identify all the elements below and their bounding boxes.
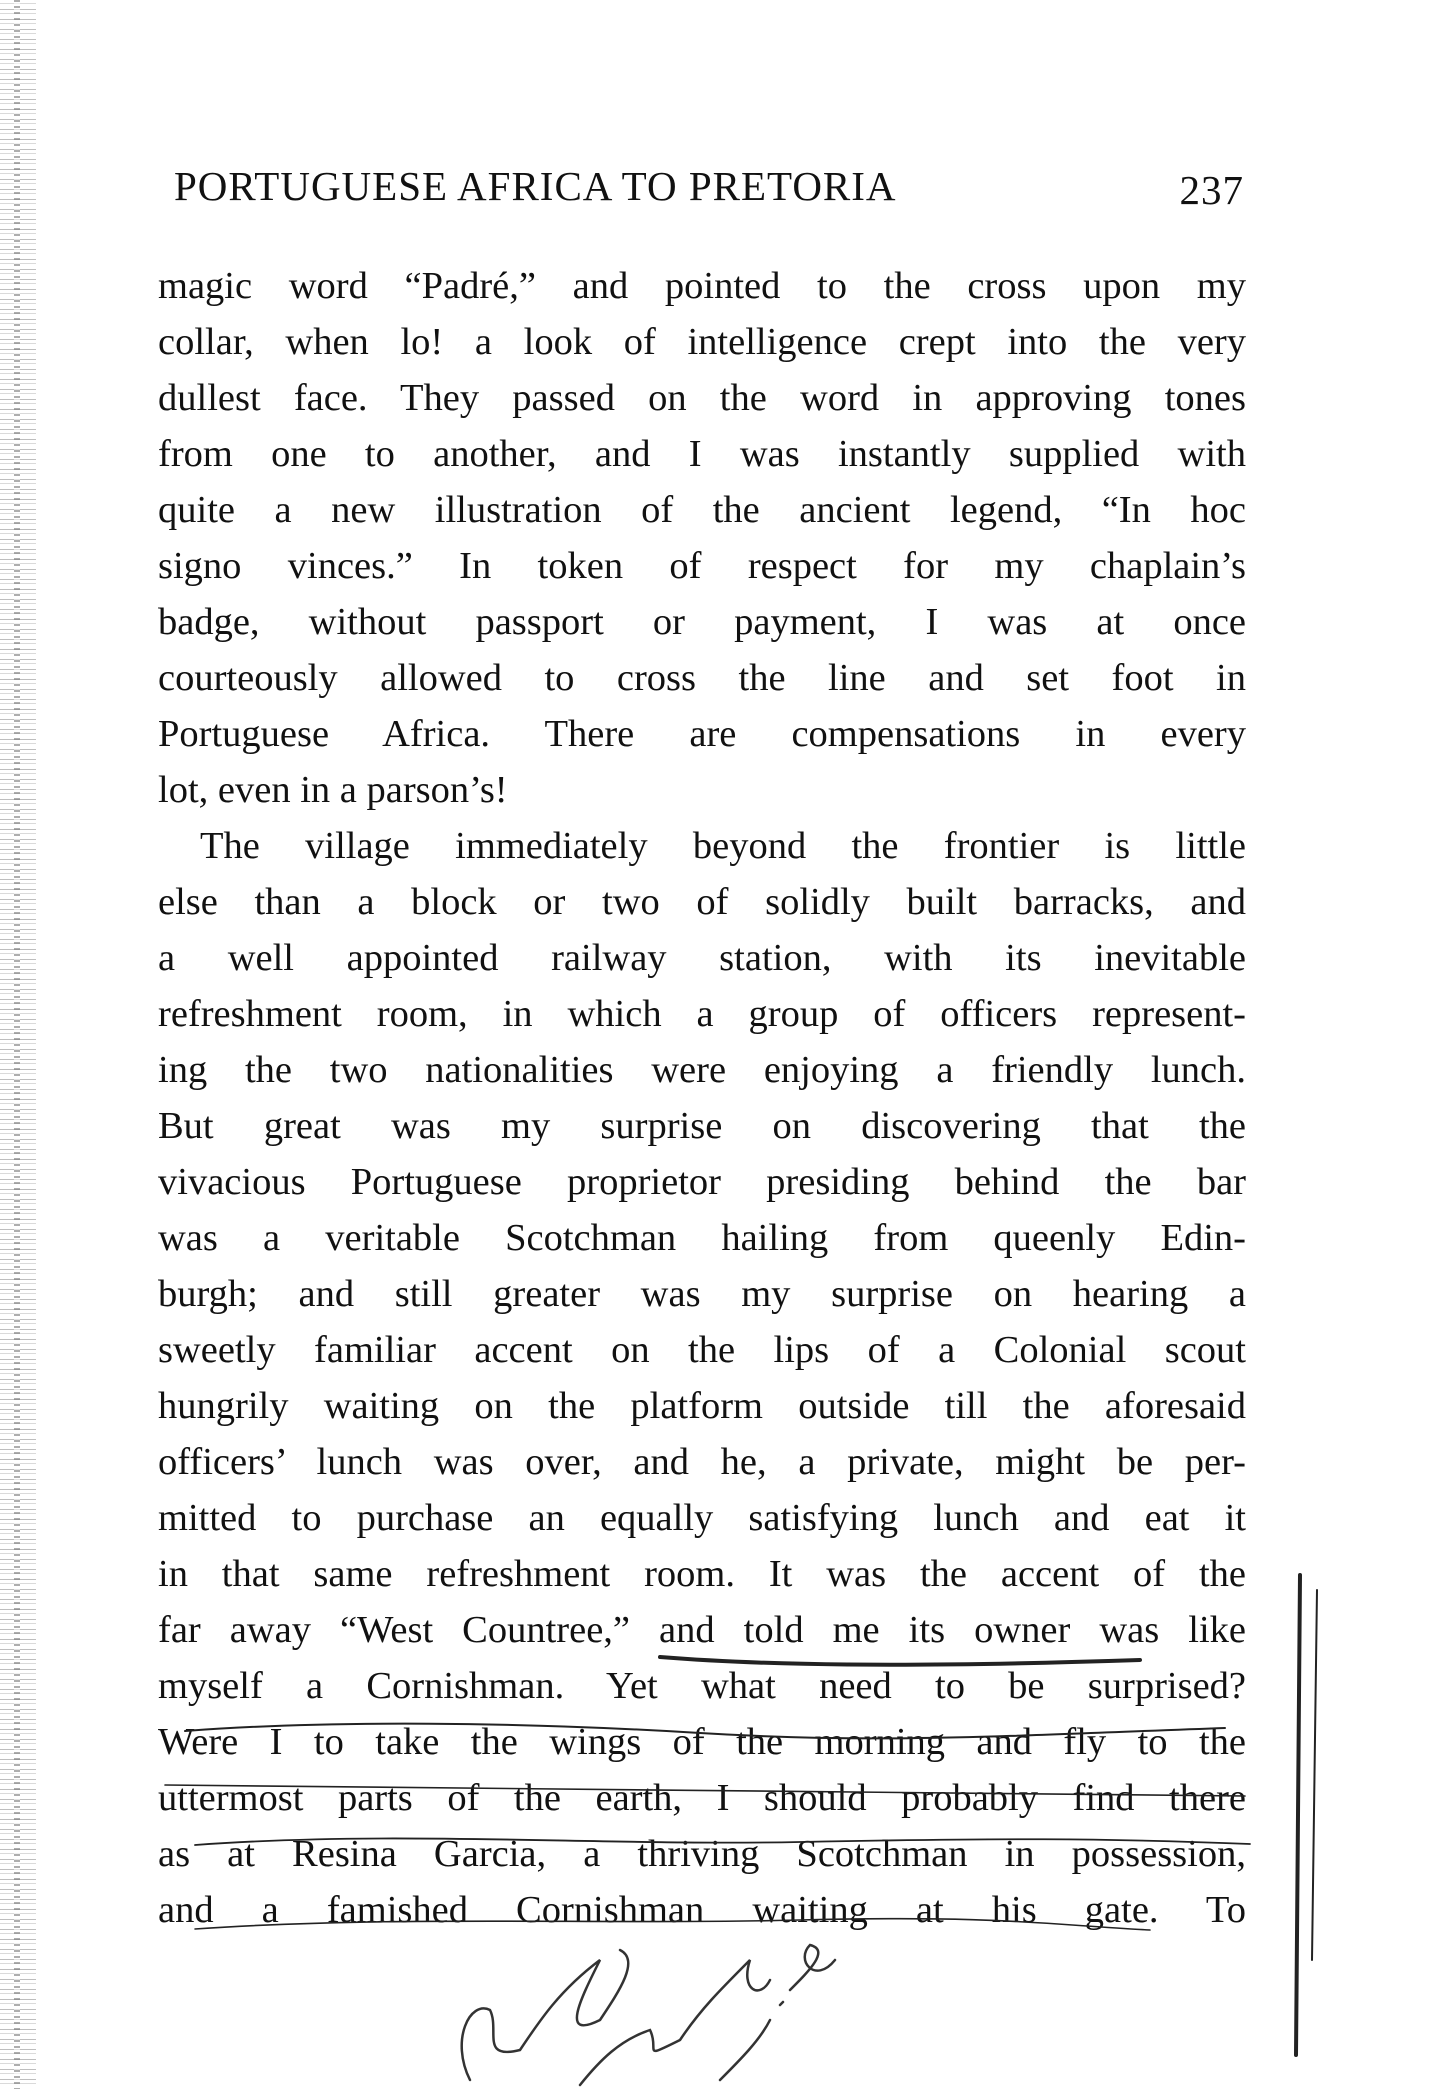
- text-line: officers’ lunch was over, and he, a private, might be per-: [158, 1441, 1246, 1483]
- text-line: The village immediately beyond the frontier is little: [200, 825, 1246, 867]
- text-line: quite a new illustration of the ancient legend, “In hoc: [158, 489, 1246, 531]
- text-line: Were I to take the wings of the morning and fly to the: [158, 1721, 1246, 1763]
- margin-bar-mark: [1312, 1590, 1317, 1960]
- text-line: magic word “Padré,” and pointed to the cross upon my: [158, 265, 1246, 307]
- text-line: Portuguese Africa. There are compensations in every: [158, 713, 1246, 755]
- text-line: But great was my surprise on discovering that the: [158, 1105, 1246, 1147]
- text-line: in that same refreshment room. It was the accent of the: [158, 1553, 1246, 1595]
- text-line: collar, when lo! a look of intelligence crept into the very: [158, 321, 1246, 363]
- text-line: and a famished Cornishman waiting at his gate. To: [158, 1889, 1246, 1931]
- text-line: far away “West Countree,” and told me its owner was like: [158, 1609, 1246, 1651]
- text-line: signo vinces.” In token of respect for my chaplain’s: [158, 545, 1246, 587]
- page-number: 237: [1179, 167, 1244, 213]
- text-line: courteously allowed to cross the line and set foot in: [158, 657, 1246, 699]
- text-line: ing the two nationalities were enjoying a friendly lunch.: [158, 1049, 1246, 1091]
- text-line: from one to another, and I was instantly supplied with: [158, 433, 1246, 475]
- running-title: PORTUGUESE AFRICA TO PRETORIA: [174, 163, 897, 209]
- text-line: hungrily waiting on the platform outside till the aforesaid: [158, 1385, 1246, 1427]
- margin-bar-mark: [1296, 1575, 1300, 2055]
- text-line: lot, even in a parson’s!: [158, 769, 508, 811]
- text-line: myself a Cornishman. Yet what need to be surprised?: [158, 1665, 1246, 1707]
- underline-mark: [195, 1838, 1250, 1845]
- text-line: as at Resina Garcia, a thriving Scotchman in possession,: [158, 1833, 1246, 1875]
- text-line: uttermost parts of the earth, I should probably find there: [158, 1777, 1246, 1819]
- handwritten-note: [462, 1945, 835, 2085]
- underline-mark: [195, 1919, 1150, 1930]
- text-line: dullest face. They passed on the word in approving tones: [158, 377, 1246, 419]
- text-line: was a veritable Scotchman hailing from queenly Edin-: [158, 1217, 1246, 1259]
- text-line: sweetly familiar accent on the lips of a Colonial scout: [158, 1329, 1246, 1371]
- text-line: burgh; and still greater was my surprise on hearing a: [158, 1273, 1246, 1315]
- underline-mark: [185, 1724, 1225, 1739]
- text-line: badge, without passport or payment, I was at once: [158, 601, 1246, 643]
- text-line: a well appointed railway station, with its inevitable: [158, 937, 1246, 979]
- text-line: else than a block or two of solidly built barracks, and: [158, 881, 1246, 923]
- text-line: refreshment room, in which a group of officers represent-: [158, 993, 1246, 1035]
- underline-mark: [165, 1785, 1245, 1796]
- text-line: mitted to purchase an equally satisfying lunch and eat it: [158, 1497, 1246, 1539]
- text-line: vivacious Portuguese proprietor presiding behind the bar: [158, 1161, 1246, 1203]
- underline-mark: [660, 1657, 1140, 1665]
